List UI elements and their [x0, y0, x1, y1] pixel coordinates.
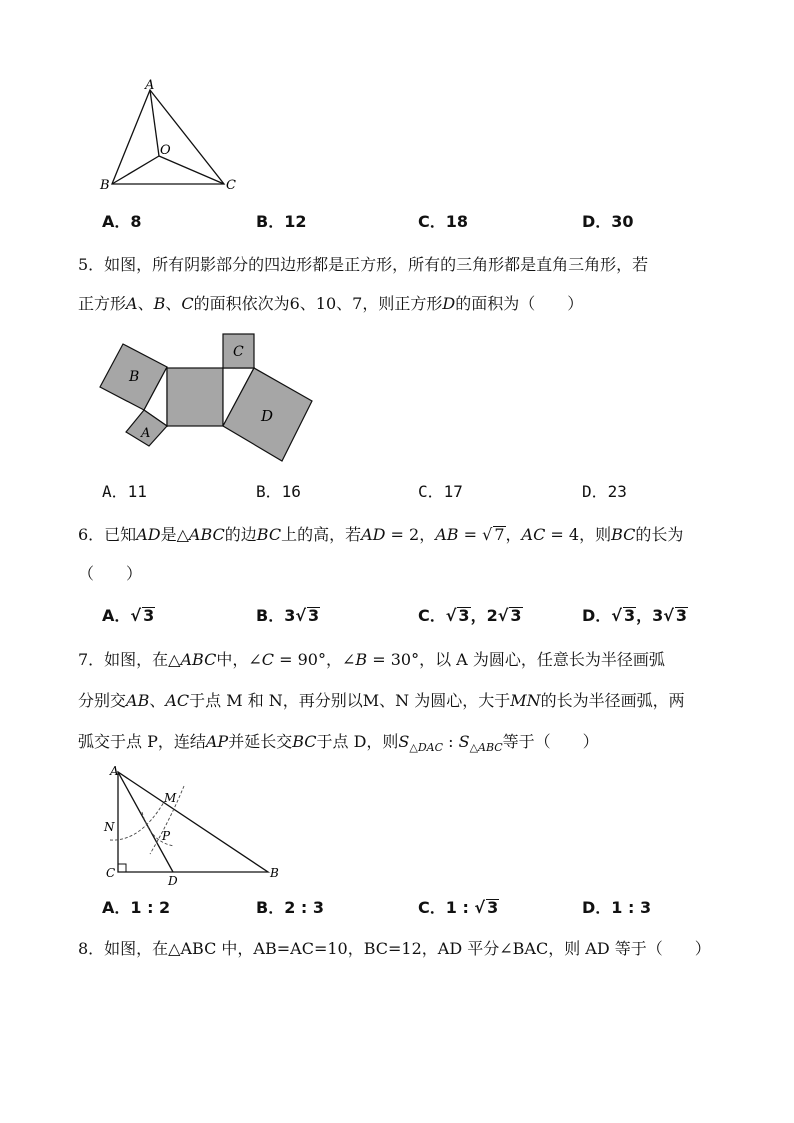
q4-option-a[interactable]: A．8: [102, 212, 142, 231]
q5-option-a[interactable]: A．11: [102, 482, 147, 501]
q6-option-b[interactable]: B．3√ 3: [256, 606, 320, 625]
fig7-label-m: M: [164, 791, 177, 805]
square-b-label: B: [129, 369, 140, 385]
q7-line2: 分别交AB、AC于点 M 和 N，再分别以M、N 为圆心，大于MN的长为半径画弧，两: [78, 691, 685, 710]
squares-figure: [96, 330, 318, 466]
fig7-label-d: D: [168, 874, 178, 888]
square-a-label: A: [141, 426, 151, 441]
fig7-label-a: A: [110, 764, 119, 778]
q5-option-b[interactable]: B．16: [256, 482, 301, 501]
q4-option-c[interactable]: C．18: [418, 212, 469, 231]
q6-line1: 6．已知AD是△ABC的边BC上的高，若AD = 2，AB = √ 7，AC = 4，则BC的长为: [78, 525, 684, 544]
q5-line2: 正方形A、B、C的面积依次为6、10、7，则正方形D的面积为（ ）: [78, 294, 584, 313]
q7-line1: 7．如图，在△ABC中，∠C = 90°，∠B = 30°，以 A 为圆心，任意长为半径画弧: [78, 650, 665, 669]
fig7-label-n: N: [104, 820, 115, 834]
triangle-o-figure: [96, 78, 256, 196]
q6-line2: （ ）: [78, 564, 143, 583]
fig7-label-p: P: [162, 829, 171, 843]
q6-option-c[interactable]: C．√ 3，2√ 3: [418, 606, 522, 625]
q8-line1: 8．如图，在△ABC 中，AB=AC=10，BC=12，AD 平分∠BAC，则 AD 等于（ ）: [78, 939, 711, 958]
angle-bisector-figure: [98, 762, 288, 890]
q7-option-b[interactable]: B．2 : 3: [256, 898, 325, 917]
q7-option-a[interactable]: A．1 : 2: [102, 898, 171, 917]
q6-option-a[interactable]: A．√ 3: [102, 606, 155, 625]
label-a: A: [145, 78, 155, 93]
label-o: O: [160, 143, 171, 158]
fig7-label-c: C: [106, 866, 116, 880]
q7-option-d[interactable]: D．1 : 3: [582, 898, 652, 917]
q5-option-c[interactable]: C．17: [418, 482, 463, 501]
square-d-label: D: [261, 407, 274, 425]
label-b: B: [100, 178, 110, 193]
square-c-label: C: [233, 344, 244, 360]
q7-option-c[interactable]: C．1 : √ 3: [418, 898, 499, 917]
q7-line3: 弧交于点 P，连结AP并延长交BC于点 D，则$S_{\triangle DAC}$ : $S_{\triangle ABC}$等于（ ）: [78, 732, 599, 754]
q4-option-d[interactable]: D．30: [582, 212, 634, 231]
q5-line1: 5．如图，所有阴影部分的四边形都是正方形，所有的三角形都是直角三角形，若: [78, 255, 649, 274]
q4-option-b[interactable]: B．12: [256, 212, 307, 231]
q5-option-d[interactable]: D．23: [582, 482, 627, 501]
label-c: C: [226, 178, 236, 193]
q6-option-d[interactable]: D．√ 3，3√ 3: [582, 606, 688, 625]
fig7-label-b: B: [270, 866, 279, 880]
